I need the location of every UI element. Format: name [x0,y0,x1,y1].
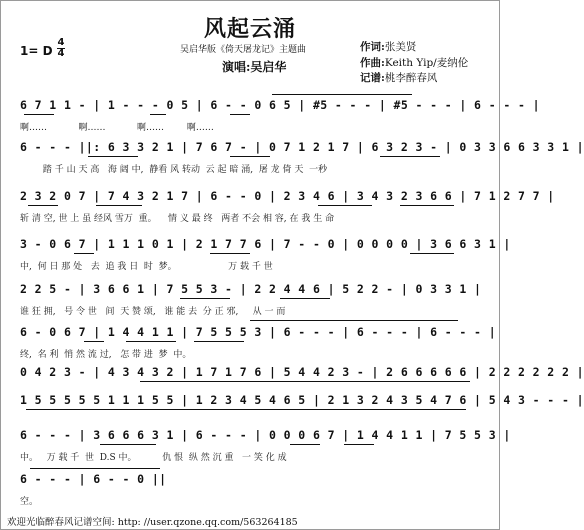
note-underline [24,114,54,115]
note-underline [140,381,470,382]
transcriber-credit [360,71,468,87]
note-underline [96,205,142,206]
notation-line: 3 - 0 6 7 | 1 1 1 0 1 | 2 1 7 7 6 | 7 - - 0 | 0 0 0 0 | 3 6 6 3 1 | [20,237,511,251]
note-underline [280,298,330,299]
time-signature [57,38,65,59]
notation-line: 0 4 2 3 - | 4 3 4 3 2 | 1 7 1 7 6 | 5 4 4 2 3 - | 2 6 6 6 6 6 | 2 2 2 2 2 2 | [20,365,584,379]
note-underline [28,205,58,206]
song-title: 风起云涌 [203,16,296,42]
slur-line [250,320,458,321]
lyrics-line: 空。 [20,497,39,507]
credit-label: 作词: [360,41,385,53]
note-underline [150,114,166,115]
credit-label: 记谱: [360,72,385,84]
lyricist-credit [360,40,468,56]
note-underline [380,156,440,157]
notation-line: 6 7 1 1 - | 1 - - - 0 5 | 6 - - 0 6 5 | #5 - - - | #5 - - - | 6 - - - | [20,98,540,112]
note-underline [344,444,374,445]
footer-text: 欢迎光临醉春风记谱空间: http: //user.qzone.qq.com/563264185 [7,517,298,528]
note-underline [290,444,320,445]
lyrics-line: 踏 千 山 天 高 海 阔 中, 静看 风 转动 云 起 暗 涌, 屠 龙 倚 天 一秒 [20,165,328,175]
slur-line [30,468,160,469]
lyrics-line: 中。 万 载 千 世 D.S 中。 仇 恨 纵 然 沉 重 一 笑 化 成 [20,453,287,463]
note-underline [194,341,244,342]
lyrics-line: 啊…… 啊…… 啊…… 啊…… [20,123,214,133]
notation-line: 6 - - - | 6 - - 0 || [20,472,167,486]
notation-line: 2 2 5 - | 3 6 6 1 | 7 5 5 3 - | 2 2 4 4 6 | 5 2 2 - | 0 3 3 1 | [20,282,482,296]
note-underline [318,205,372,206]
composer-credit [360,56,468,72]
time-numerator: 4 [57,37,65,48]
credit-value: 张美贤 [384,41,417,53]
note-underline [126,341,176,342]
notation-line: 1 5 5 5 5 5 1 1 1 5 5 | 1 2 3 4 5 4 6 5 | 2 1 3 2 4 3 5 4 7 6 | 5 4 3 - - - | [20,393,584,407]
note-underline [410,253,454,254]
note-underline [74,253,94,254]
note-underline [210,253,250,254]
notation-line: 6 - 0 6 7 | 1 4 4 1 1 | 7 5 5 5 3 | 6 - - - | 6 - - - | 6 - - - | [20,325,497,339]
note-underline [230,156,270,157]
note-underline [230,114,250,115]
lyrics-line: 中, 何 日 那 处 去 追 我 日 时 梦。 万 载 千 世 [20,262,273,272]
credit-label: 作曲: [360,56,385,69]
credits-block [360,40,468,87]
note-underline [400,205,454,206]
lyrics-line: 斩 清 空, 世 上 虽 经风 雪万 重。 情 义 最 终 两者 不会 相 容, 在 我 生 命 [20,214,335,224]
singer-credit: 演唱:吴启华 [222,60,287,74]
credit-value: Keith Yip/麦纳伦 [384,56,469,69]
note-underline [180,298,230,299]
credit-value: 桃李醉春风 [384,72,438,84]
slur-line [272,94,412,95]
lyrics-line: 终, 名 利 悄 然 流 过, 怎 带 进 梦 中。 [20,350,192,360]
notation-line: 6 - - - ||: 6 3 3 2 1 | 7 6 7 - | 0 7 1 2 1 7 | 6 3 2 3 - | 0 3 3 6 6 3 3 1 | [20,140,584,154]
lyrics-line: 谁 狂 拥, 号 令 世 间 天 赞 颂, 谁 能 去 分 正 邪, 从 一 而 [20,307,286,317]
notation-line: 2 3 2 0 7 | 7 4 3 2 1 7 | 6 - - 0 | 2 3 4 6 | 3 4 3 2 3 6 6 | 7 1 2 7 7 | [20,189,555,203]
note-underline [88,156,138,157]
notation-line: 6 - - - | 3 6 6 6 3 1 | 6 - - - | 0 0 0 6 7 | 1 4 4 1 1 | 7 5 5 3 | [20,428,511,442]
note-underline [84,341,104,342]
subtitle: 吴启华版《倚天屠龙记》主题曲 [180,45,307,55]
time-denominator: 4 [57,48,65,59]
note-underline [26,409,466,410]
note-underline [100,444,156,445]
key-signature: 1= D [20,44,53,58]
